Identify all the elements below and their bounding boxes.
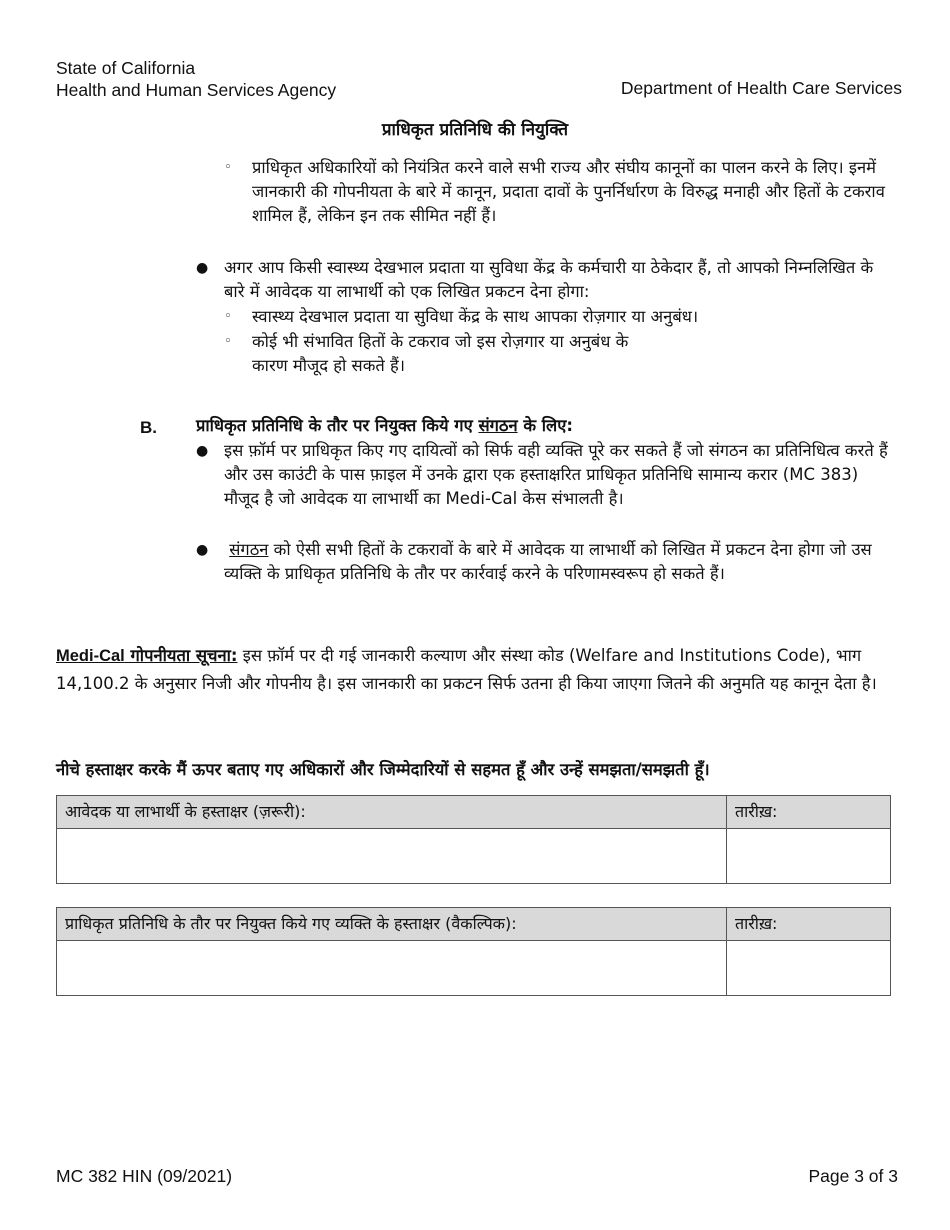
bullet-icon: ● [196,443,209,459]
section-b-heading-underlined: संगठन [478,416,518,435]
list-item [196,439,892,511]
applicant-signature-field[interactable] [57,829,727,884]
representative-signature-label: प्राधिकृत प्रतिनिधि के तौर पर नियुक्त किये गए व्यक्ति के हस्ताक्षर (वैकल्पिक): [57,908,727,941]
bullet-icon: ● [196,542,209,558]
agency-name: Health and Human Services Agency [56,80,337,100]
organization-conflict-text: को ऐसी सभी हितों के टकरावों के बारे में आवेदक या लाभार्थी को लिखित में प्रकटन देना होगा जो उस व्यक्ति के प्राधिकृत प्रतिनिधि के तौर पर कार्रवाई करने के परिणामस्वरूप हो सकते हैं। [224,540,872,583]
circle-bullet-icon: ◦ [224,309,232,324]
circle-bullet-icon: ◦ [224,334,232,349]
conflict-text-line1: कोई भी संभावित हितों के टकराव जो इस रोज़गार या अनुबंध के [252,332,629,351]
section-b-heading-post: के लिए: [517,416,573,435]
privacy-notice [56,642,902,697]
conflict-text-line2: कारण मौजूद हो सकते हैं। [252,356,406,375]
organization-underlined: संगठन [229,540,269,559]
section-b-heading [196,414,573,438]
list-item [196,538,892,586]
laws-compliance-text: प्राधिकृत अधिकारियों को नियंत्रित करने वाले सभी राज्य और संघीय कानूनों का पालन करने के लिए। इनमें जानकारी की गोपनीयता के बारे में कानून, प्रदाता दावों के पुनर्निर्धारण के विरुद्ध मनाही और हितों के टकराव शामिल हैं, लेकिन इन तक सीमित नहीं हैं। [252,158,885,225]
agreement-statement: नीचे हस्ताक्षर करके मैं ऊपर बताए गए अधिकारों और जिम्मेदारियों से सहमत हूँ और उन्हें समझता/समझती हूँ। [56,760,710,779]
list-item [224,156,892,228]
applicant-date-label: तारीख़: [727,796,891,829]
privacy-label-hi: गोपनीयता सूचना: [124,646,238,665]
organization-obligations-text: इस फ़ॉर्म पर प्राधिकृत किए गए दायित्वों को सिर्फ वही व्यक्ति पूरे कर सकते हैं जो संगठन का प्रतिनिधित्व करते हैं और उस काउंटी के पास फ़ाइल में उनके द्वारा एक हस्ताक्षरित प्राधिकृत प्रतिनिधि सामान्य करार (MC 383) मौजूद है जो आवेदक या लाभार्थी का Medi-Cal केस संभालती है। [224,441,888,508]
privacy-label-en: Medi-Cal [56,647,125,665]
form-id: MC 382 HIN (09/2021) [56,1166,233,1186]
state-name: State of California [56,58,196,78]
representative-date-field[interactable] [727,941,891,996]
representative-signature-table [56,907,891,996]
circle-bullet-icon: ◦ [224,160,232,175]
list-item [224,305,892,329]
applicant-signature-table [56,795,891,884]
section-b-heading-pre: प्राधिकृत प्रतिनिधि के तौर पर नियुक्त किये गए [196,416,479,435]
list-item [224,330,892,378]
provider-disclosure-text: अगर आप किसी स्वास्थ्य देखभाल प्रदाता या सुविधा केंद्र के कर्मचारी या ठेकेदार हैं, तो आपको निम्नलिखित के बारे में आवेदक या लाभार्थी को एक लिखित प्रकटन देना होगा: [224,258,874,301]
privacy-text: इस फ़ॉर्म पर दी गई जानकारी कल्याण और संस्था कोड (Welfare and Institutions Code), भाग 14,100.2 के अनुसार निजी और गोपनीय है। इस जानकारी का प्रकटन सिर्फ उतना ही किया जाएगा जितने की अनुमति यह कानून देता है। [56,646,877,693]
applicant-signature-label: आवेदक या लाभार्थी के हस्ताक्षर (ज़रूरी): [57,796,727,829]
department-name: Department of Health Care Services [620,78,902,98]
representative-date-label: तारीख़: [727,908,891,941]
page-title: प्राधिकृत प्रतिनिधि की नियुक्ति [381,120,569,140]
section-b-letter: B. [140,418,157,437]
employment-text: स्वास्थ्य देखभाल प्रदाता या सुविधा केंद्र के साथ आपका रोज़गार या अनुबंध। [252,307,699,326]
list-item [196,256,892,304]
page-number: Page 3 of 3 [808,1166,898,1186]
agency-header [56,57,336,101]
applicant-date-field[interactable] [727,829,891,884]
bullet-icon: ● [196,260,209,276]
representative-signature-field[interactable] [57,941,727,996]
